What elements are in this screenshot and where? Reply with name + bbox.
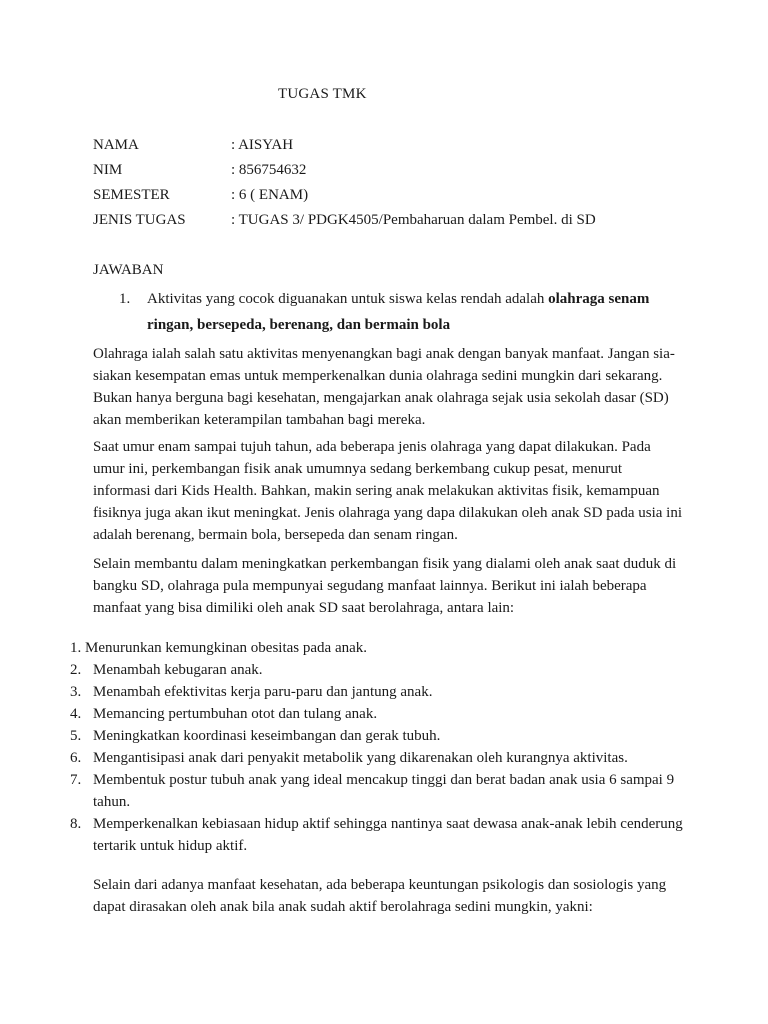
question-text-plain: Aktivitas yang cocok diguanakan untuk siswa kelas rendah adalah	[147, 291, 549, 307]
list-item	[70, 747, 690, 769]
meta-label: SEMESTER	[93, 187, 170, 203]
list-number: 1.	[70, 640, 82, 656]
list-text: Memperkenalkan kebiasaan hidup aktif sehingga nantinya saat dewasa anak-anak lebih cenderung tertarik untuk hidup aktif.	[93, 816, 683, 854]
list-item	[70, 703, 690, 725]
question-number: 1.	[119, 291, 131, 307]
meta-value: : TUGAS 3/ PDGK4505/Pembaharuan dalam Pembel. di SD	[231, 212, 596, 228]
meta-row-nim	[93, 162, 306, 179]
list-item	[70, 813, 690, 857]
list-item	[70, 659, 690, 681]
list-item	[70, 769, 690, 813]
list-number: 4.	[70, 706, 82, 722]
meta-value: : AISYAH	[231, 137, 294, 153]
list-text: Menurunkan kemungkinan obesitas pada anak.	[85, 640, 368, 656]
answer-heading: JAWABAN	[93, 262, 164, 278]
meta-value: : 6 ( ENAM)	[231, 187, 309, 203]
list-number: 2.	[70, 662, 82, 678]
meta-row-jenis-tugas	[93, 212, 596, 229]
meta-row-nama	[93, 137, 293, 154]
list-number: 8.	[70, 816, 82, 832]
list-number: 3.	[70, 684, 82, 700]
meta-label: NIM	[93, 162, 123, 178]
meta-label: NAMA	[93, 137, 139, 153]
list-item	[70, 637, 690, 659]
list-item	[70, 725, 690, 747]
closing-paragraph: Selain dari adanya manfaat kesehatan, ada beberapa keuntungan psikologis dan sosiologis yang dapat dirasakan oleh anak bila anak sudah aktif berolahraga sedini mungkin, yakni:	[93, 877, 667, 915]
list-text: Meningkatkan koordinasi keseimbangan dan gerak tubuh.	[93, 728, 441, 744]
list-number: 6.	[70, 750, 82, 766]
list-text: Membentuk postur tubuh anak yang ideal mencakup tinggi dan berat badan anak usia 6 sampai 9 tahun.	[93, 772, 675, 810]
list-text: Mengantisipasi anak dari penyakit metabolik yang dikarenakan oleh kurangnya aktivitas.	[93, 750, 628, 766]
list-number: 5.	[70, 728, 82, 744]
meta-value: : 856754632	[231, 162, 307, 178]
meta-row-semester	[93, 187, 308, 204]
paragraph-3: Selain membantu dalam meningkatkan perkembangan fisik yang dialami oleh anak saat duduk di bangku SD, olahraga pula mempunyai segudang manfaat lainnya. Berikut ini ialah beberapa manfaat yang bisa dimiliki oleh anak SD saat berolahraga, antara lain:	[93, 556, 677, 616]
document-title: TUGAS TMK	[278, 86, 367, 102]
question-text	[147, 286, 679, 338]
list-item	[70, 681, 690, 703]
paragraph-1: Olahraga ialah salah satu aktivitas menyenangkan bagi anak dengan banyak manfaat. Jangan sia-siakan kesempatan emas untuk memperkenalkan dunia olahraga sedini mungkin dari sekarang. Bukan hanya berguna bagi kesehatan, mengajarkan anak olahraga sejak usia sekolah dasar (SD) akan memberikan keterampilan tambahan bagi mereka.	[93, 346, 675, 428]
list-text: Menambah efektivitas kerja paru-paru dan jantung anak.	[93, 684, 433, 700]
meta-label: JENIS TUGAS	[93, 212, 186, 228]
question-text-bold: olahraga senam ringan, bersepeda, berenang, dan bermain bola	[147, 291, 650, 333]
benefits-list	[70, 637, 690, 857]
list-number: 7.	[70, 772, 82, 788]
paragraph-2: Saat umur enam sampai tujuh tahun, ada beberapa jenis olahraga yang dapat dilakukan. Pada umur ini, perkembangan fisik anak umumnya sedang berkembang cukup pesat, menurut informasi dari Kids Health. Bahkan, makin sering anak melakukan aktivitas fisik, kemampuan fisiknya juga akan ikut meningkat. Jenis olahraga yang dapa dilakukan oleh anak SD pada usia ini adalah berenang, bermain bola, bersepeda dan senam ringan.	[93, 439, 683, 543]
list-text: Memancing pertumbuhan otot dan tulang anak.	[93, 706, 378, 722]
list-text: Menambah kebugaran anak.	[93, 662, 263, 678]
